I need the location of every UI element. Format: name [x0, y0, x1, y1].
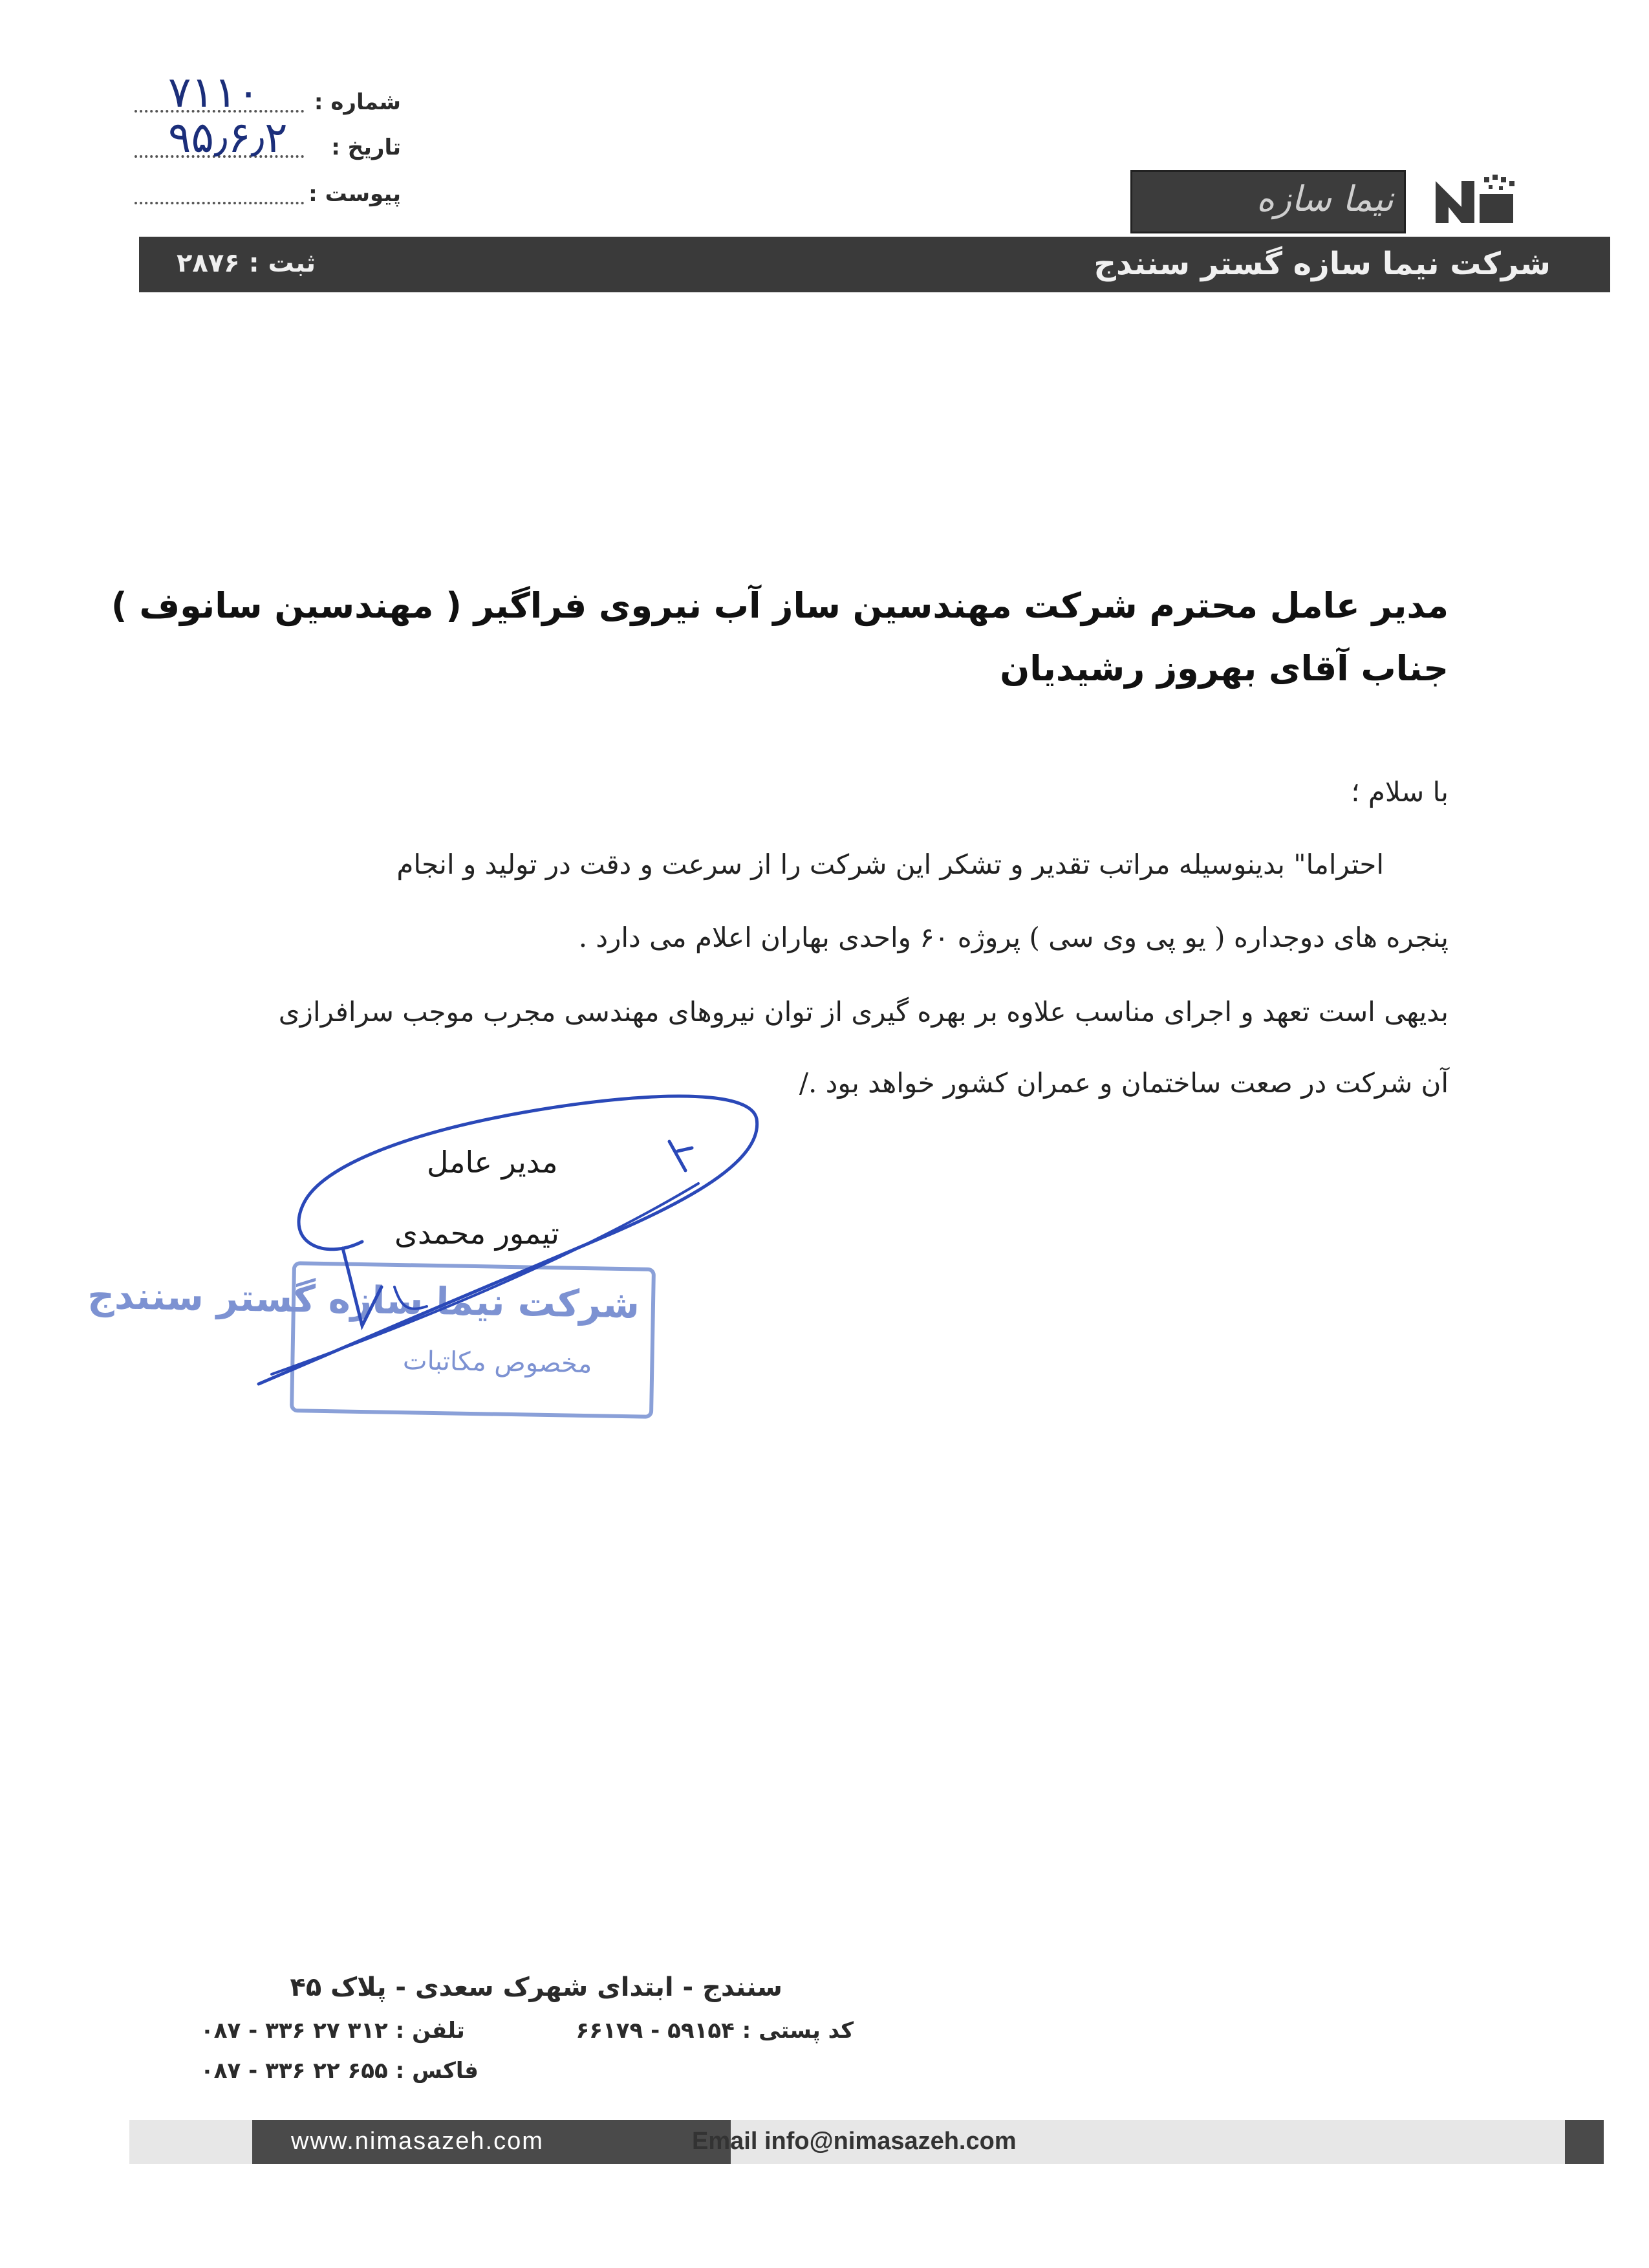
date-field: [129, 113, 401, 171]
company-address: سنندج - ابتدای شهرک سعدی - پلاک ۴۵: [290, 1972, 782, 2002]
company-logo-wordmark: [1130, 170, 1406, 233]
attachment-field: [129, 176, 401, 217]
recipient-name: جناب آقای بهروز رشیدیان: [1000, 648, 1449, 689]
email-address: Email info@nimasazeh.com: [692, 2128, 1017, 2155]
company-logo-icon: [1423, 168, 1526, 233]
company-name: شرکت نیما سازه گستر سنندج: [1094, 246, 1551, 282]
footer-website-bar: [252, 2120, 731, 2164]
date-value: ۹۵٫۶٫۲: [168, 113, 288, 162]
website-link: www.nimasazeh.com: [291, 2128, 544, 2155]
stamp-subtitle: مخصوص مکاتبات: [402, 1346, 592, 1379]
handwritten-signature: [246, 1080, 776, 1403]
body-line-3: بدیهی است تعهد و اجرای مناسب علاوه بر بهره گیری از توان نیروهای مهندسی مجرب موجب سرافرازی: [278, 996, 1449, 1028]
phone-number: تلفن : ۳۱۲ ۲۷ ۳۳۶ - ۰۸۷: [200, 2018, 465, 2044]
header-band: [139, 237, 1610, 292]
attachment-dots: [135, 202, 304, 204]
number-value: ۷۱۱۰: [168, 67, 260, 117]
body-line-2: پنجره های دوجداره ( یو پی وی سی ) پروژه ۶۰ واحدی بهاران اعلام می دارد .: [578, 922, 1449, 953]
stamp-company-name: شرکت نیما سازه گستر سنندج: [87, 1273, 640, 1327]
body-line-1: احتراما" بدینوسیله مراتب تقدیر و تشکر این شرکت را از سرعت و دقت در تولید و انجام: [396, 848, 1384, 880]
signatory-title: مدیر عامل: [427, 1145, 558, 1180]
date-label: تاریخ :: [331, 135, 401, 160]
postal-code: کد پستی : ۵۹۱۵۴ - ۶۶۱۷۹: [576, 2018, 854, 2044]
number-label: شماره :: [314, 89, 401, 115]
fax-number: فاکس : ۶۵۵ ۲۲ ۳۳۶ - ۰۸۷: [200, 2058, 479, 2084]
logo-text: نیما سازه: [1256, 178, 1394, 219]
registration-number: ثبت : ۲۸۷۶: [177, 248, 316, 278]
recipient-title: مدیر عامل محترم شرکت مهندسین ساز آب نیروی فراگیر ( مهندسین سانوف ): [111, 585, 1449, 626]
footer-band: [129, 2120, 1604, 2164]
body-line-4: آن شرکت در صعت ساختمان و عمران کشور خواهد بود ./: [799, 1067, 1449, 1099]
signatory-name: تیمور محمدی: [394, 1216, 559, 1251]
footer-end-block: [1565, 2120, 1604, 2164]
attachment-label: پیوست :: [308, 181, 401, 207]
greeting: با سلام ؛: [1351, 776, 1449, 808]
